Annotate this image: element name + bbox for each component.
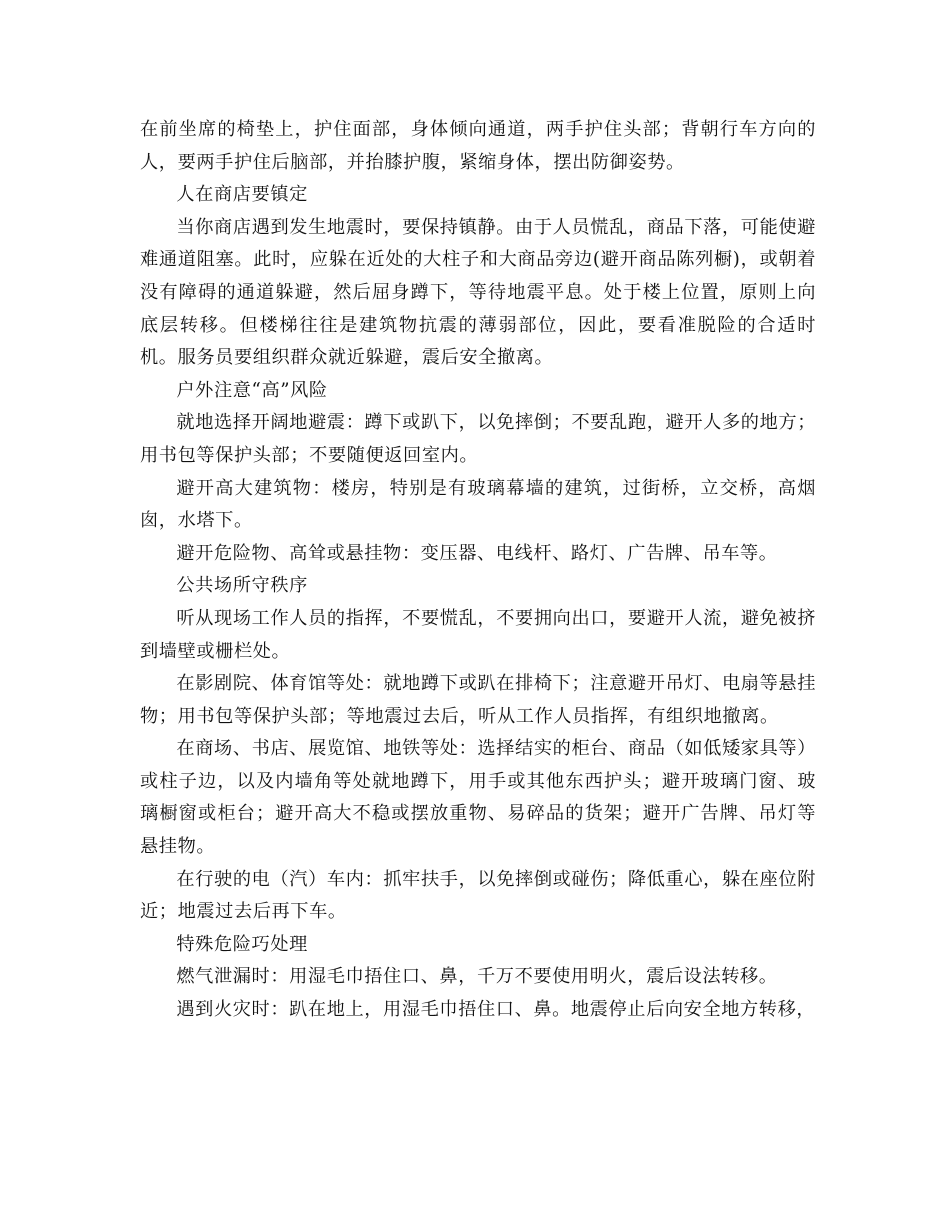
paragraph-gas-leak: 燃气泄漏时：用湿毛巾捂住口、鼻，千万不要使用明火，震后设法转移。: [176, 966, 778, 988]
heading-store: 人在商店要镇定: [176, 184, 308, 206]
document-body: [140, 114, 816, 1027]
paragraph-tall-buildings: 避开高大建筑物：楼房，特别是有玻璃幕墙的建筑，过街桥，立交桥，高烟囱，水塔下。: [140, 477, 816, 532]
paragraph-store: 当你商店遇到发生地震时，要保持镇静。由于人员慌乱，商品下落，可能使避难通道阻塞。此时，应躲在近处的大柱子和大商品旁边(避开商品陈列橱)，或朝着没有障碍的通道躲避，然后屈身蹲下，等待地震平息。处于楼上位置，原则上向底层转移。但楼梯往往是建筑物抗震的薄弱部位，因此，要看准脱险的合适时机。服务员要组织群众就近躲避，震后安全撤离。: [140, 216, 816, 369]
paragraph-mall: 在商场、书店、展览馆、地铁等处：选择结实的柜台、商品（如低矮家具等）或柱子边，以及内墙角等处就地蹲下，用手或其他东西护头；避开玻璃门窗、玻璃橱窗或柜台；避开高大不稳或摆放重物、易碎品的货架；避开广告牌、吊灯等悬挂物。: [140, 738, 816, 858]
paragraph-fire: 遇到火灾时：趴在地上，用湿毛巾捂住口、鼻。地震停止后向安全地方转移，: [176, 999, 816, 1021]
heading-outdoor: 户外注意“高”风险: [176, 379, 328, 401]
paragraph-vehicle: 在行驶的电（汽）车内：抓牢扶手，以免摔倒或碰伤；降低重心，躲在座位附近；地震过去后再下车。: [140, 868, 816, 923]
heading-public: 公共场所守秩序: [176, 575, 308, 597]
paragraph-theater: 在影剧院、体育馆等处：就地蹲下或趴在排椅下；注意避开吊灯、电扇等悬挂物；用书包等保护头部；等地震过去后，听从工作人员指挥，有组织地撤离。: [140, 673, 816, 727]
paragraph-open-area: 就地选择开阔地避震：蹲下或趴下，以免摔倒；不要乱跑，避开人多的地方；用书包等保护头部；不要随便返回室内。: [140, 412, 816, 466]
paragraph-staff: 听从现场工作人员的指挥，不要慌乱，不要拥向出口，要避开人流，避免被挤到墙壁或栅栏处。: [140, 607, 816, 662]
paragraph-hazards: 避开危险物、高耸或悬挂物：变压器、电线杆、路灯、广告牌、吊车等。: [176, 542, 778, 564]
heading-special: 特殊危险巧处理: [176, 933, 308, 955]
paragraph-1: 在前坐席的椅垫上，护住面部，身体倾向通道，两手护住头部；背朝行车方向的人，要两手护住后脑部，并抬膝护腹，紧缩身体，摆出防御姿势。: [140, 119, 816, 173]
